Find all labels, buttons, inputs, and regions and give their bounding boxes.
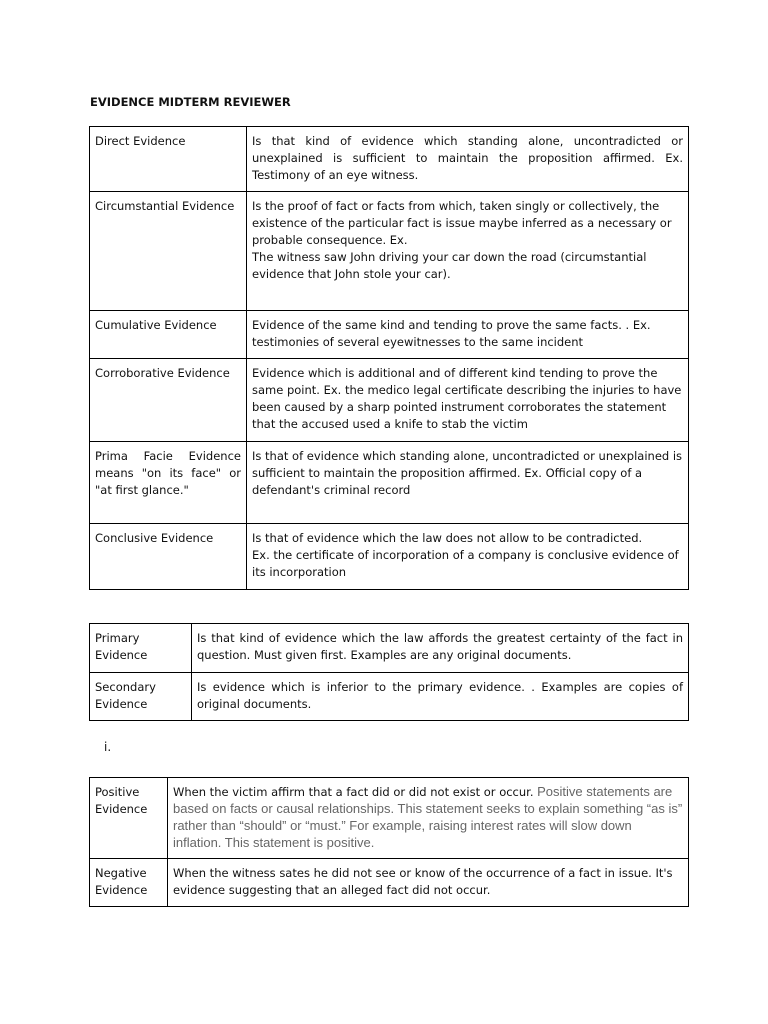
definition-cell [247,359,689,442]
document-title: EVIDENCE MIDTERM REVIEWER [90,95,291,109]
term-cell: Secondary Evidence [90,673,192,721]
definition-cell: When the witness sates he did not see or know of the occurrence of a fact in issue. It's evidence suggesting that an alleged fact did not occur. [168,859,689,907]
definition-cell: Is evidence which is inferior to the primary evidence. . Examples are copies of original documents. [192,673,689,721]
definition-cell [247,192,689,311]
list-marker: i. [104,740,112,754]
term-cell: Cumulative Evidence [90,311,247,359]
definition-line: Evidence of the same kind and tending to prove the same facts. . Ex. testimonies of several eyewitnesses to the same incident [252,318,651,349]
definition-cell [247,311,689,359]
term-cell: Conclusive Evidence [90,524,247,590]
definition-line: Is that of evidence which standing alone, uncontradicted or unexplained is sufficient to maintain the proposition affirmed. Ex. Official copy of a defendant's criminal record [252,449,683,497]
term-cell: Direct Evidence [90,127,247,192]
term-cell: Prima Facie Evidence means "on its face" or "at first glance." [90,442,247,524]
definition-cell [247,524,689,590]
table-row [90,778,689,859]
evidence-types-table [89,126,689,590]
definition-text: When the victim affirm that a fact did or did not exist or occur. [173,785,534,799]
table-row [90,192,689,311]
definition-line: The witness saw John driving your car down the road (circumstantial evidence that John stole your car). [252,250,647,281]
quoted-text: Positive statements are based on facts or causal relationships. This statement seeks to explain something “as is” rather than “should” or “must.” For example, raising interest rates will slow down inflation. This statement is positive. [173,784,683,850]
definition-line: Evidence which is additional and of different kind tending to prove the same point. Ex. the medico legal certificate describing the injuries to have been caused by a sharp pointed instrument corroborates the statement that the accused used a knife to stab the victim [252,366,682,431]
definition-line: Is the proof of fact or facts from which, taken singly or collectively, the existence of the particular fact is issue maybe inferred as a necessary or probable consequence. Ex. [252,199,672,247]
definition-cell [168,778,689,859]
table-row [90,524,689,590]
term-cell: Corroborative Evidence [90,359,247,442]
table-row [90,127,689,192]
table-row [90,859,689,907]
positive-negative-table [89,777,689,907]
table-row [90,673,689,721]
table-row [90,624,689,673]
term-cell: Primary Evidence [90,624,192,673]
primary-secondary-table [89,623,689,721]
table-row [90,311,689,359]
definition-line: Is that of evidence which the law does not allow to be contradicted. [252,531,643,545]
table-row [90,442,689,524]
definition-line: Is that kind of evidence which standing alone, uncontradicted or unexplained is sufficient to maintain the proposition affirmed. Ex. Testimony of an eye witness. [252,134,683,182]
definition-line: Ex. the certificate of incorporation of a company is conclusive evidence of its incorporation [252,548,679,579]
definition-cell: Is that kind of evidence which the law affords the greatest certainty of the fact in question. Must given first. Examples are any original documents. [192,624,689,673]
definition-cell [247,127,689,192]
term-cell: Positive Evidence [90,778,168,859]
table-row [90,359,689,442]
term-cell: Negative Evidence [90,859,168,907]
definition-cell [247,442,689,524]
term-cell: Circumstantial Evidence [90,192,247,311]
